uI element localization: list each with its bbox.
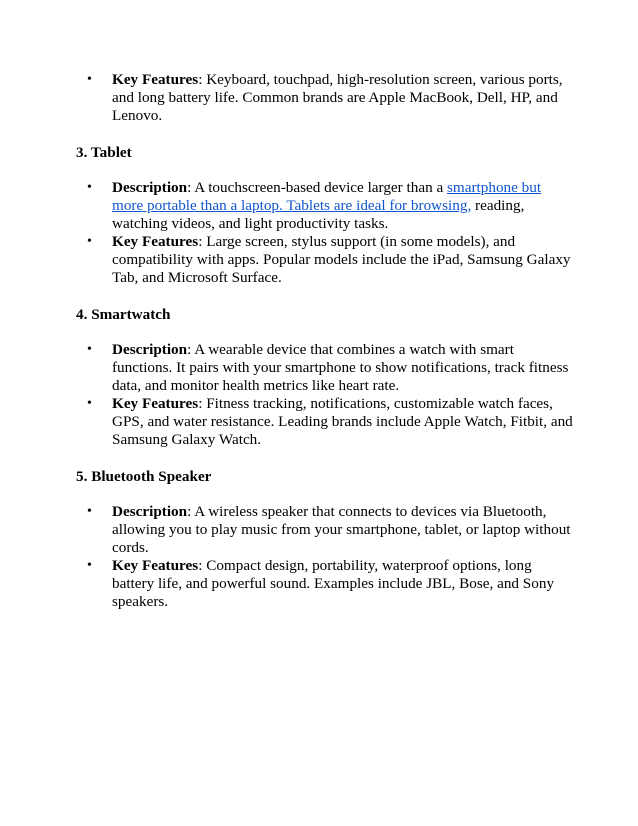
description-text: : A wireless speaker that connects to devices via Bluetooth, allowing you to play music from your smartphone, tablet, or laptop without cords. xyxy=(112,503,571,556)
smartwatch-feature-list xyxy=(76,341,576,449)
key-features-text: : Large screen, stylus support (in some models), and compatibility with apps. Popular models include the iPad, Samsung Galaxy Tab, and Microsoft Surface. xyxy=(112,233,571,286)
key-features-text: : Keyboard, touchpad, high-resolution screen, various ports, and long battery life. Common brands are Apple MacBook, Dell, HP, and Lenovo. xyxy=(112,71,563,124)
smartphone-link[interactable]: smartphone but more portable than a laptop. Tablets are ideal for browsing, xyxy=(112,179,542,214)
section-heading-tablet: 3. Tablet xyxy=(76,144,132,161)
description-text: : A wearable device that combines a watch with smart functions. It pairs with your smartphone to show notifications, track fitness data, and monitor health metrics like heart rate. xyxy=(112,341,569,394)
tablet-feature-list xyxy=(76,179,576,287)
list-item xyxy=(76,557,576,611)
bullet-icon: • xyxy=(87,558,92,573)
section-heading-bluetooth-speaker: 5. Bluetooth Speaker xyxy=(76,468,212,485)
description-text-after: reading, watching videos, and light productivity tasks. xyxy=(112,197,525,232)
list-item xyxy=(76,71,576,125)
description-label: Description xyxy=(112,179,188,196)
laptop-feature-list xyxy=(76,71,576,125)
bullet-icon: • xyxy=(87,504,92,519)
list-item xyxy=(76,395,576,449)
key-features-label: Key Features xyxy=(112,71,199,88)
description-label: Description xyxy=(112,503,188,520)
bullet-icon: • xyxy=(87,234,92,249)
speaker-feature-list xyxy=(76,503,576,611)
list-item xyxy=(76,179,576,233)
bullet-icon: • xyxy=(87,72,92,87)
bullet-icon: • xyxy=(87,342,92,357)
key-features-label: Key Features xyxy=(112,557,199,574)
key-features-text: : Fitness tracking, notifications, customizable watch faces, GPS, and water resistance. Leading brands include Apple Watch, Fitbit, and Samsung Galaxy Watch. xyxy=(112,395,573,448)
bullet-icon: • xyxy=(87,180,92,195)
list-item xyxy=(76,503,576,557)
document-content xyxy=(76,71,576,611)
description-text: : A touchscreen-based device larger than a xyxy=(187,179,448,196)
section-heading-smartwatch: 4. Smartwatch xyxy=(76,306,171,323)
list-item xyxy=(76,341,576,395)
key-features-label: Key Features xyxy=(112,233,199,250)
list-item xyxy=(76,233,576,287)
key-features-label: Key Features xyxy=(112,395,199,412)
bullet-icon: • xyxy=(87,396,92,411)
key-features-text: : Compact design, portability, waterproof options, long battery life, and powerful sound. Examples include JBL, Bose, and Sony speakers. xyxy=(112,557,555,610)
description-label: Description xyxy=(112,341,188,358)
